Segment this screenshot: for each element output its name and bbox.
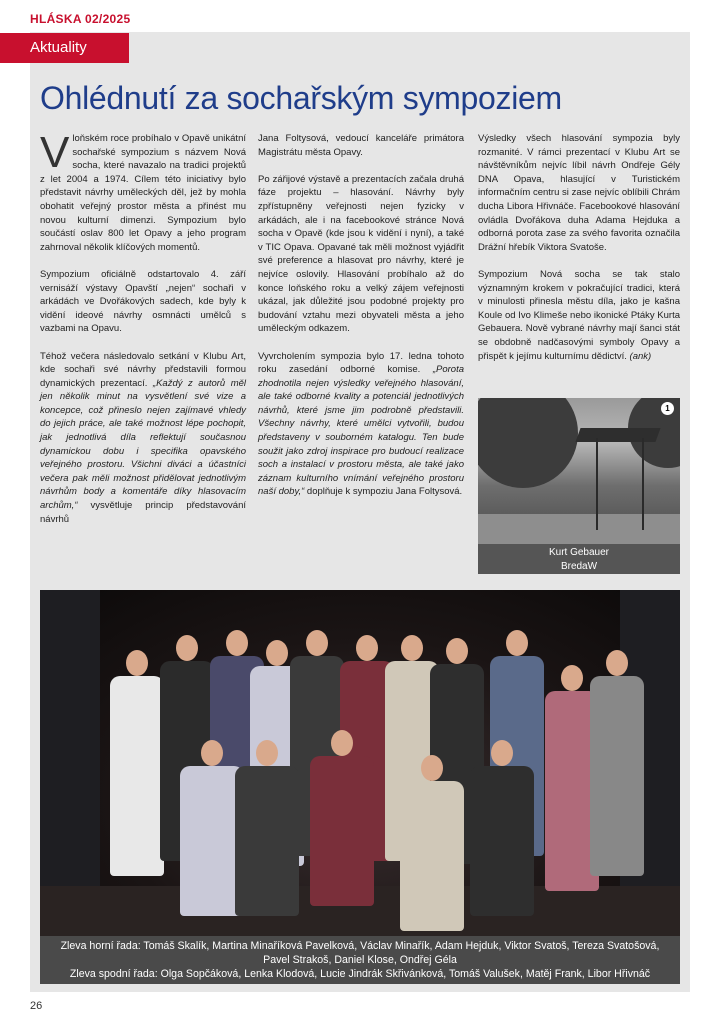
- person-head: [176, 635, 198, 661]
- person-head: [491, 740, 513, 766]
- drop-cap: V: [40, 128, 70, 177]
- article-column-3: [478, 132, 680, 377]
- paragraph-text: Vyvrcholením sympozia bylo 17. ledna tohoto roku zasedání odborné komise.: [258, 350, 464, 376]
- person-head: [226, 630, 248, 656]
- issue-label: HLÁSKA 02/2025: [30, 12, 131, 26]
- caption-line: Kurt Gebauer: [548, 547, 610, 558]
- article-title: Ohlédnutí za sochařským sympoziem: [40, 80, 562, 116]
- caption-line: BredaW: [560, 561, 598, 572]
- group-photo-caption: [40, 936, 680, 984]
- person-head: [266, 640, 288, 666]
- caption-line: Zleva horní řada: Tomáš Skalík, Martina Minaříková Pavelková, Václav Minařík, Adam Hejduk, Viktor Svatoš, Tereza Svatošová,: [60, 940, 660, 952]
- paragraph-text: doplňuje k sympoziu Jana Foltysová.: [304, 486, 463, 498]
- section-tab[interactable]: Aktuality: [0, 33, 129, 63]
- person-head: [506, 630, 528, 656]
- sculpture-photo[interactable]: [478, 398, 680, 544]
- person-body: [470, 766, 534, 916]
- paragraph-text: loňském roce probíhalo v Opavě unikátní sochařské sympozium s názvem Nová socha, které navazalo na tradici projektů z let 2004 a 1974. Cílem této iniciativy bylo představit návrhy uměleckých děl, jež by mohla obohatit veřejný prostor města a přinést mu novou kulturní dimenzi. Sympozium bylo součástí oslav 800 let Opavy a jeho program zahrnoval několik klíčových momentů.: [40, 133, 246, 253]
- group-photo[interactable]: [40, 590, 680, 936]
- person-head: [401, 635, 423, 661]
- caption-line: Pavel Strakoš, Daniel Klose, Ondřej Géla: [263, 954, 457, 966]
- person-head: [126, 650, 148, 676]
- paragraph: Po zářijové výstavě a prezentacích začala druhá fáze projektu – hlasování. Návrhy byly zpřístupněny veřejnosti nejen fyzicky v arkádách, ale i na facebookové stránce Nová socha v Opavě (kde jsou k vidění i nyní), a také v TIC Opava. Opavané tak měli možnost vyjádřit své preference a hlasovat pro návrhy, které je nejvíce oslovily. Hlasování probíhalo až do konce loňského roku a velký zájem veřejnosti ukázal, jak důležité jsou podobné projekty pro budování vztahu mezi obyvateli města a jeho uměleckým odkazem.: [258, 173, 464, 335]
- photo-number-badge: 1: [661, 402, 674, 415]
- person-head: [356, 635, 378, 661]
- paragraph: [40, 128, 246, 254]
- person-body: [590, 676, 644, 876]
- person-body: [310, 756, 374, 906]
- quote-text: „Porota zhodnotila nejen výsledky veřejného hlasování, ale také odborné kvality a potenciál jednotlivých návrhů, které jsme jim podrobně představili. Všechny návrhy, které umělci vytvořili, budou představeny v souborném katalogu. Ten bude soužit jako zdroj inspirace pro budoucí realizace soch a instalací v prostoru města, ale také jako záznam kulturního vnímání veřejného prostoru naší doby,“: [258, 364, 464, 498]
- paragraph: Sympozium oficiálně odstartovalo 4. září vernisáží výstavy Opavští „nejen“ sochaři v arkádách ve Dvořákových sadech, kde byly k vidění ideové návrhy osmnácti umělců s vazbami na Opavu.: [40, 268, 246, 335]
- tree-shape: [478, 398, 578, 488]
- person-head: [421, 755, 443, 781]
- paragraph: Výsledky všech hlasování sympozia byly rozmanité. V rámci prezentací v Klubu Art se návštěvníkům nejvíc líbil návrh Ondřeje Gély DNA Opava, hlasující v Turistickém informačním centru si zase nejvíc oblíbili Chrám ducha Libora Hřivnáče. Facebookové hlasování ovládla Dvořákova duha Adama Hejduka a odborná porota zase za svého favorita označila Drážní hřebík Viktora Svatoše.: [478, 133, 680, 253]
- sculpture-shape: [596, 438, 644, 530]
- caption-line: Zleva spodní řada: Olga Sopčáková, Lenka Klodová, Lucie Jindrák Skřivánková, Tomáš Valušek, Matěj Frank, Libor Hřivnáč: [69, 968, 651, 980]
- page-number: 26: [30, 1000, 43, 1012]
- author-signature: (ank): [629, 350, 652, 362]
- person-head: [606, 650, 628, 676]
- sculpture-caption: [478, 544, 680, 574]
- paragraph: [258, 350, 464, 500]
- person-head: [561, 665, 583, 691]
- person-head: [306, 630, 328, 656]
- person-head: [331, 730, 353, 756]
- paragraph-text: vysvětluje princip představování návrhů: [40, 500, 246, 525]
- person-head: [446, 638, 468, 664]
- paragraph-text: Sympozium Nová socha se tak stalo významným krokem v pokračující tradici, která v minulosti přinesla městu díla, jako je kašna Koule od Ivo Klimeše nebo ikonické Ptáky Kurta Gebauera. Nově vybrané návrhy mají šanci stát se obdobně nadčasovými symboly Opavy a přispět k jejímu kulturnímu dědictví.: [478, 268, 680, 362]
- paragraph: [40, 350, 246, 527]
- person-body: [235, 766, 299, 916]
- person-body: [400, 781, 464, 931]
- curtain-shape: [40, 590, 100, 936]
- quote-text: „Každý z autorů měl jen několik minut na vysvětlení své vize a koncepce, což přineslo nejen zajímavé vhledy do jejich práce, ale také možnost lépe pochopit, jak jednotlivá díla reflektují současnou dynamickou dobu i specifika opavského veřejného prostoru. Všichni diváci a účastníci večera pak měli možnost přidělovat jednotlivým návrhům body a komentáře díky hlasovacím archům,“: [40, 377, 246, 512]
- article-column-2: [258, 132, 464, 513]
- paragraph: [478, 268, 680, 363]
- paragraph: Jana Foltysová, vedoucí kanceláře primátora Magistrátu města Opavy.: [258, 133, 464, 158]
- person-head: [256, 740, 278, 766]
- person-body: [110, 676, 164, 876]
- ground-shape: [478, 514, 680, 544]
- article-column-1: [40, 128, 246, 540]
- person-head: [201, 740, 223, 766]
- paragraph-text: Téhož večera následovalo setkání v Klubu Art, kde sochaři své návrhy představili formou dynamických prezentací.: [40, 350, 246, 389]
